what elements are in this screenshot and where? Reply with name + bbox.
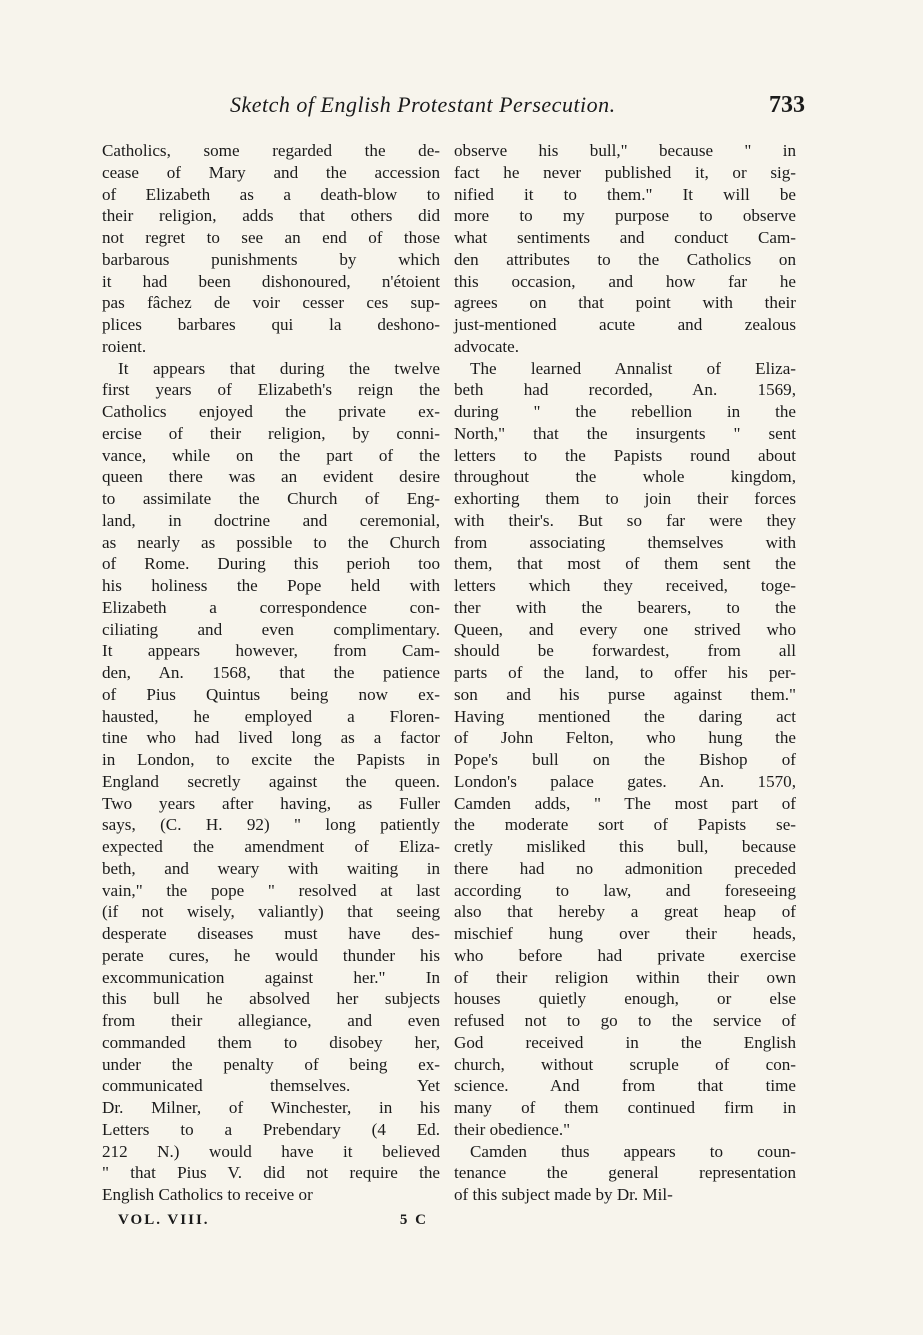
text-line: more to my purpose to observe bbox=[454, 206, 796, 226]
text-line: barbarous punishments by which bbox=[102, 249, 440, 269]
text-line: England secretly against the queen. bbox=[102, 771, 440, 791]
text-line: letters which they received, toge- bbox=[454, 576, 796, 595]
text-line: parts of the land, to offer his per- bbox=[454, 663, 796, 682]
text-line: ciliating and even complimentary. bbox=[102, 619, 440, 639]
text-line: pas fâchez de voir cesser ces sup- bbox=[102, 293, 440, 313]
text-line: vance, while on the part of the bbox=[102, 445, 440, 465]
text-line: God received in the English bbox=[454, 1032, 796, 1052]
text-line: The learned Annalist of Eliza- bbox=[470, 358, 796, 378]
text-line: in London, to excite the Papists in bbox=[102, 750, 440, 769]
text-line: excommunication against her." In bbox=[102, 967, 440, 987]
text-line: Camden adds, " The most part of bbox=[454, 793, 796, 813]
text-line: Elizabeth a correspondence con- bbox=[102, 597, 440, 617]
text-line: what sentiments and conduct Cam- bbox=[454, 228, 796, 247]
text-line: this occasion, and how far he bbox=[454, 271, 796, 291]
text-line: Having mentioned the daring act bbox=[454, 706, 796, 726]
text-line: tine who had lived long as a factor bbox=[102, 728, 440, 748]
text-line: of this subject made by Dr. Mil- bbox=[454, 1185, 673, 1204]
text-line: Two years after having, as Fuller bbox=[102, 793, 440, 813]
text-line: Pope's bull on the Bishop of bbox=[454, 750, 796, 769]
text-line: " that Pius V. did not require the bbox=[102, 1163, 440, 1183]
text-line: Camden thus appears to coun- bbox=[470, 1141, 796, 1161]
text-line: Letters to a Prebendary (4 Ed. bbox=[102, 1119, 440, 1139]
text-line: den attributes to the Catholics on bbox=[454, 249, 796, 269]
text-line: fact he never published it, or sig- bbox=[454, 162, 796, 182]
text-line: their obedience." bbox=[454, 1119, 571, 1139]
text-line: of John Felton, who hung the bbox=[454, 728, 796, 748]
text-line: from associating themselves with bbox=[454, 532, 796, 552]
text-line: Dr. Milner, of Winchester, in his bbox=[102, 1098, 440, 1117]
page-number: 733 bbox=[769, 92, 805, 118]
text-line: the moderate sort of Papists se- bbox=[454, 815, 796, 835]
text-line: many of them continued firm in bbox=[454, 1098, 796, 1117]
text-line: exhorting them to join their forces bbox=[454, 489, 796, 508]
page-header bbox=[100, 92, 805, 132]
text-line: son and his purse against them." bbox=[454, 684, 796, 704]
text-line: church, without scruple of con- bbox=[454, 1054, 796, 1074]
text-line: there had no admonition preceded bbox=[454, 858, 796, 878]
text-line: of Rome. During this perioh too bbox=[102, 554, 440, 574]
text-line: cease of Mary and the accession bbox=[102, 162, 440, 182]
text-line: (if not wisely, valiantly) that seeing bbox=[102, 902, 440, 922]
text-line: also that hereby a great heap of bbox=[454, 902, 796, 922]
text-line: from their allegiance, and even bbox=[102, 1011, 440, 1030]
text-line: It appears however, from Cam- bbox=[102, 641, 440, 661]
text-line: Catholics enjoyed the private ex- bbox=[102, 402, 440, 421]
text-line: vain," the pope " resolved at last bbox=[102, 880, 440, 900]
text-line: Queen, and every one strived who bbox=[454, 619, 796, 639]
text-line: with their's. But so far were they bbox=[454, 510, 796, 530]
text-line: of Pius Quintus being now ex- bbox=[102, 684, 440, 704]
text-line: says, (C. H. 92) " long patiently bbox=[102, 815, 440, 835]
text-line: of Elizabeth as a death-blow to bbox=[102, 184, 440, 204]
text-line: plices barbares qui la deshono- bbox=[102, 315, 440, 334]
text-line: It appears that during the twelve bbox=[118, 358, 440, 378]
text-line: tenance the general representation bbox=[454, 1163, 796, 1183]
text-line: his holiness the Pope held with bbox=[102, 576, 440, 595]
text-line: desperate diseases must have des- bbox=[102, 924, 440, 943]
right-column bbox=[454, 140, 796, 1206]
text-line: expected the amendment of Eliza- bbox=[102, 837, 440, 856]
text-line: roient. bbox=[102, 336, 147, 356]
text-line: to assimilate the Church of Eng- bbox=[102, 489, 440, 508]
signature-mark: 5 C bbox=[399, 1212, 428, 1228]
text-line: hausted, he employed a Floren- bbox=[102, 706, 440, 726]
text-line: as nearly as possible to the Church bbox=[102, 532, 440, 552]
page-footer bbox=[118, 1212, 428, 1236]
text-line: them, that most of them sent the bbox=[454, 554, 796, 574]
text-line: den, An. 1568, that the patience bbox=[102, 663, 440, 682]
text-line: under the penalty of being ex- bbox=[102, 1054, 440, 1074]
left-column bbox=[102, 140, 440, 1206]
text-line: science. And from that time bbox=[454, 1076, 796, 1096]
text-line: just-mentioned acute and zealous bbox=[454, 315, 796, 334]
text-line: beth had recorded, An. 1569, bbox=[454, 380, 796, 400]
text-line: beth, and weary with waiting in bbox=[102, 858, 440, 878]
text-line: commanded them to disobey her, bbox=[102, 1032, 440, 1052]
text-line: ercise of their religion, by conni- bbox=[102, 423, 440, 443]
text-line: first years of Elizabeth's reign the bbox=[102, 380, 440, 400]
text-line: houses quietly enough, or else bbox=[454, 989, 796, 1009]
text-line: who before had private exercise bbox=[454, 945, 796, 965]
text-line: nified it to them." It will be bbox=[454, 184, 796, 204]
text-line: agrees on that point with their bbox=[454, 293, 796, 313]
text-line: perate cures, he would thunder his bbox=[102, 945, 440, 965]
text-line: it had been dishonoured, n'étoient bbox=[102, 271, 440, 291]
running-title: Sketch of English Protestant Persecution. bbox=[230, 92, 616, 117]
text-line: Catholics, some regarded the de- bbox=[102, 141, 440, 160]
text-line: this bull he absolved her subjects bbox=[102, 989, 440, 1009]
text-line: refused not to go to the service of bbox=[454, 1011, 796, 1030]
text-line: ther with the bearers, to the bbox=[454, 597, 796, 617]
volume-label: VOL. VIII. bbox=[118, 1212, 210, 1228]
text-line: 212 N.) would have it believed bbox=[102, 1141, 440, 1161]
text-line: not regret to see an end of those bbox=[102, 228, 440, 247]
text-line: should be forwardest, from all bbox=[454, 641, 796, 661]
text-line: letters to the Papists round about bbox=[454, 445, 796, 465]
text-line: queen there was an evident desire bbox=[102, 467, 440, 487]
text-line: cretly misliked this bull, because bbox=[454, 837, 796, 856]
text-line: advocate. bbox=[454, 336, 520, 356]
text-line: during " the rebellion in the bbox=[454, 402, 796, 421]
text-line: North," that the insurgents " sent bbox=[454, 423, 796, 443]
text-line: land, in doctrine and ceremonial, bbox=[102, 510, 440, 530]
text-line: throughout the whole kingdom, bbox=[454, 467, 796, 487]
text-line: English Catholics to receive or bbox=[102, 1185, 313, 1204]
text-line: observe his bull," because " in bbox=[454, 141, 796, 160]
text-line: communicated themselves. Yet bbox=[102, 1076, 440, 1096]
text-line: mischief hung over their heads, bbox=[454, 924, 796, 943]
text-line: of their religion within their own bbox=[454, 967, 796, 987]
text-line: London's palace gates. An. 1570, bbox=[454, 771, 796, 791]
text-line: their religion, adds that others did bbox=[102, 206, 440, 226]
text-line: according to law, and foreseeing bbox=[454, 880, 796, 900]
